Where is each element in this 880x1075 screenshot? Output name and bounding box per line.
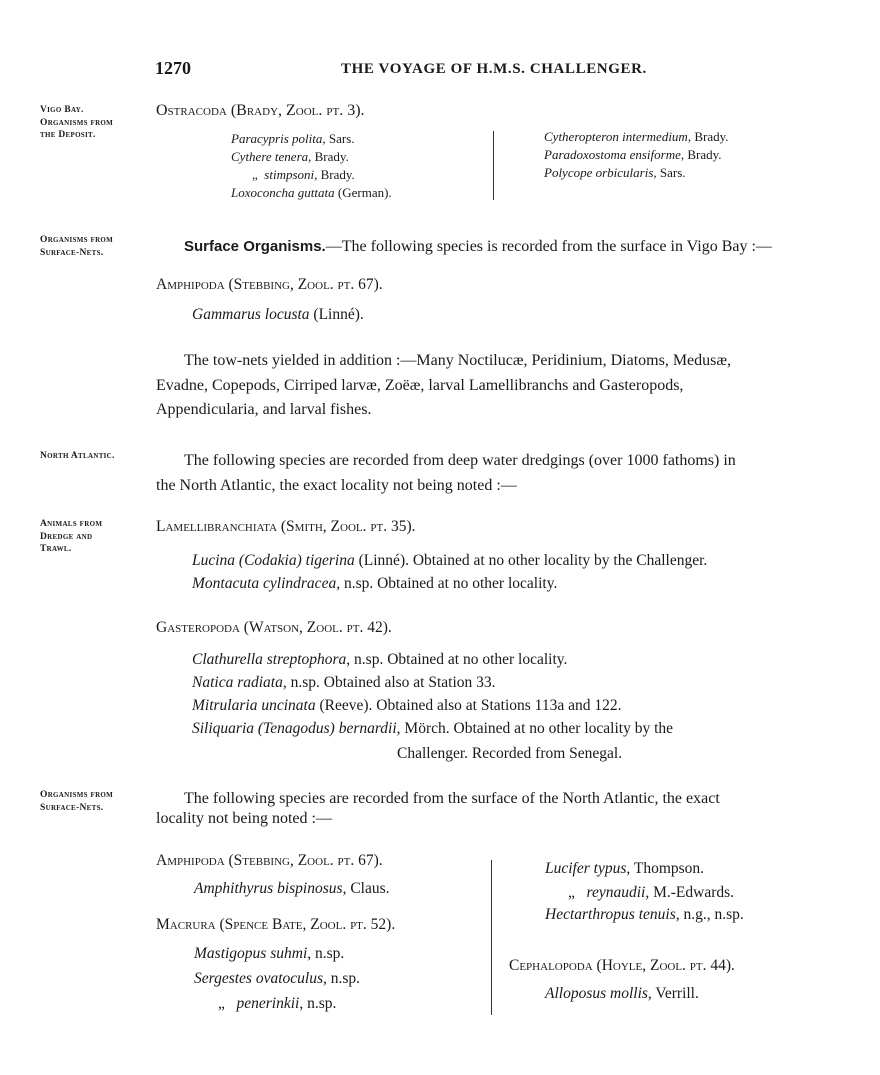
side-note-surface-nets-1: Organisms from Surface-Nets. (40, 235, 114, 258)
species-line: Sergestes ovatoculus, n.sp. (194, 970, 361, 987)
side-note-north-atlantic: North Atlantic. (40, 451, 115, 461)
running-title: THE VOYAGE OF H.M.S. CHALLENGER. (341, 61, 647, 77)
gasteropoda-heading: Gasteropoda (Watson, Zool. pt. 42). (156, 619, 392, 636)
species-line: Paradoxostoma ensiforme, Brady. (544, 147, 722, 162)
species-line: Paracypris polita, Sars. (231, 131, 355, 146)
surface-na-line-2: locality not being noted :— (156, 810, 332, 827)
species-line: Polycope orbicularis, Sars. (544, 165, 686, 180)
species-line: Mitrularia uncinata (Reeve). Obtained also at Stations 113a and 122. (192, 697, 622, 714)
species-line: Clathurella streptophora, n.sp. Obtained at no other locality. (192, 651, 568, 668)
species-line-continued: Challenger. Recorded from Senegal. (397, 745, 623, 762)
species-line: „ reynaudii, M.-Edwards. (568, 884, 735, 901)
species-line: Cythere tenera, Brady. (231, 149, 349, 164)
cephalopoda-heading: Cephalopoda (Hoyle, Zool. pt. 44). (509, 957, 735, 974)
species-line: „ penerinkii, n.sp. (218, 995, 337, 1012)
side-note-vigo-deposit: Vigo Bay. Organisms from the Deposit. (40, 105, 114, 140)
species-line: Mastigopus suhmi, n.sp. (194, 945, 345, 962)
side-note-dredge-trawl: Animals from Dredge and Trawl. (40, 519, 103, 554)
north-atlantic-line-1: The following species are recorded from deep water dredgings (over 1000 fathoms) in (184, 452, 736, 469)
species-line: „ stimpsoni, Brady. (252, 167, 355, 182)
north-atlantic-line-2: the North Atlantic, the exact locality not being noted :— (156, 477, 517, 494)
amphipoda-heading: Amphipoda (Stebbing, Zool. pt. 67). (156, 852, 383, 869)
surface-organisms-paragraph: Surface Organisms.—The following species is recorded from the surface in Vigo Bay :— (184, 238, 772, 255)
page-number: 1270 (155, 58, 191, 78)
tow-nets-line-1: The tow-nets yielded in addition :—Many Noctilucæ, Peridinium, Diatoms, Medusæ, (184, 352, 732, 369)
species-line: Cytheropteron intermedium, Brady. (544, 129, 729, 144)
ostracoda-heading: Ostracoda (Brady, Zool. pt. 3). (156, 102, 365, 119)
macrura-heading: Macrura (Spence Bate, Zool. pt. 52). (156, 916, 396, 933)
column-divider (491, 860, 492, 1015)
lamellibranchiata-heading: Lamellibranchiata (Smith, Zool. pt. 35). (156, 518, 416, 535)
species-line: Amphithyrus bispinosus, Claus. (194, 880, 390, 897)
species-line: Loxoconcha guttata (German). (231, 185, 392, 200)
column-divider (493, 131, 494, 200)
tow-nets-line-2: Evadne, Copepods, Cirriped larvæ, Zoëæ, larval Lamellibranchs and Gasteropods, (156, 377, 684, 394)
species-line: Natica radiata, n.sp. Obtained also at Station 33. (192, 674, 496, 691)
species-line: Siliquaria (Tenagodus) bernardii, Mörch. Obtained at no other locality by the (192, 720, 674, 737)
tow-nets-line-3: Appendicularia, and larval fishes. (156, 401, 372, 418)
species-line: Hectarthropus tenuis, n.g., n.sp. (545, 906, 744, 923)
species-line: Gammarus locusta (Linné). (192, 306, 364, 323)
species-line: Montacuta cylindracea, n.sp. Obtained at no other locality. (192, 575, 558, 592)
amphipoda-heading: Amphipoda (Stebbing, Zool. pt. 67). (156, 276, 383, 293)
surface-na-line-1: The following species are recorded from the surface of the North Atlantic, the exact (184, 790, 720, 807)
species-line: Lucifer typus, Thompson. (545, 860, 705, 877)
species-line: Alloposus mollis, Verrill. (545, 985, 699, 1002)
side-note-surface-nets-2: Organisms from Surface-Nets. (40, 790, 114, 813)
species-line: Lucina (Codakia) tigerina (Linné). Obtained at no other locality by the Challenger. (192, 552, 708, 569)
